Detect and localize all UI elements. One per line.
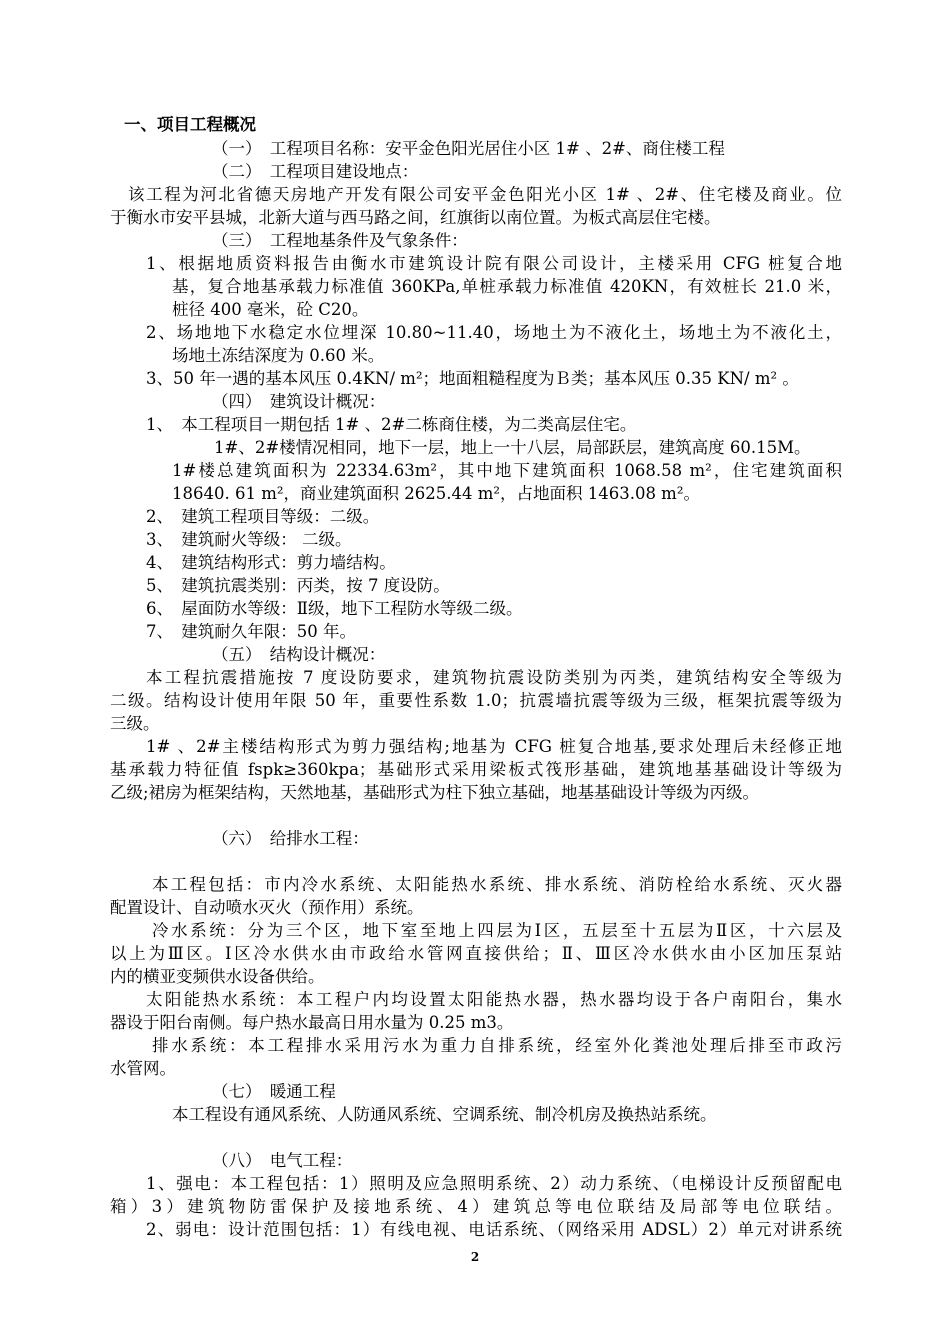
text-line: 3、50 年一遇的基本风压 0.4KN/ m²；地面粗糙程度为Ｂ类；基本风压 0.35 KN/ m² 。 (146, 369, 799, 388)
text-line: 18640. 61 m²，商业建筑面积 2625.44 m²，占地面积 1463.08 m²。 (172, 484, 700, 503)
text-line: 于衡水市安平县城，北新大道与西马路之间，红旗街以南位置。为板式高层住宅楼。 (110, 208, 721, 227)
text-line: 5、 建筑抗震类别：丙类，按 7 度设防。 (146, 576, 450, 595)
text-line: 1、强电：本工程包括：1）照明及应急照明系统、2）动力系统、（电梯设计反预留配电 (146, 1174, 842, 1193)
text-line: 1#、2#楼情况相同，地下一层，地上一十八层，局部跃层，建筑高度 60.15M。 (214, 438, 811, 457)
text-line: 2、场地地下水稳定水位埋深 10.80~11.40，场地土为不液化土，场地土为不液化土， (146, 323, 842, 342)
text-line: 太阳能热水系统：本工程户内均设置太阳能热水器，热水器均设于各户南阳台，集水 (146, 990, 842, 1009)
text-line: 7、 建筑耐久年限：50 年。 (146, 622, 356, 641)
text-line: 4、 建筑结构形式：剪力墙结构。 (146, 553, 396, 572)
text-line: 2、弱电：设计范围包括：1）有线电视、电话系统、（网络采用 ADSL）2）单元对讲系统 (146, 1220, 842, 1239)
text-line: 桩径 400 毫米，砼 C20。 (172, 300, 369, 319)
text-line: 二级。结构设计使用年限 50 年，重要性系数 1.0；抗震墙抗震等级为三级，框架抗震等级为 (110, 691, 842, 710)
text-line: 本工程包括：市内冷水系统、太阳能热水系统、排水系统、消防栓给水系统、灭火器 (152, 875, 842, 894)
text-line: （八） 电气工程： (212, 1151, 353, 1170)
text-line: 6、 屋面防水等级：Ⅱ级，地下工程防水等级二级。 (146, 599, 523, 618)
text-line: 水管网。 (110, 1059, 176, 1078)
text-line: 器设于阳台南侧。每户热水最高日用水量为 0.25 m3。 (110, 1013, 514, 1032)
text-line: 基承载力特征值 fspk≥360kpa；基础形式采用梁板式筏形基础，建筑地基基础设计等级为 (110, 760, 842, 779)
text-line: 本工程设有通风系统、人防通风系统、空调系统、制冷机房及换热站系统。 (172, 1105, 717, 1124)
text-line: 三级。 (110, 714, 160, 733)
text-line: （六） 给排水工程： (212, 829, 369, 848)
text-line: 1#楼总建筑面积为 22334.63m²，其中地下建筑面积 1068.58 m²，住宅建筑面积 (172, 461, 842, 480)
text-line: 2、 建筑工程项目等级：二级。 (146, 507, 380, 526)
section-heading: 一、项目工程概况 (124, 115, 256, 134)
text-line: 冷水系统：分为三个区，地下室至地上四层为Ⅰ区，五层至十五层为Ⅱ区，十六层及 (152, 921, 842, 940)
text-line: 1、 本工程项目一期包括 1# 、2#二栋商住楼，为二类高层住宅。 (146, 415, 637, 434)
text-line: （一） 工程项目名称：安平金色阳光居住小区 1# 、2#、商住楼工程 (212, 139, 725, 158)
text-line: 乙级;裙房为框架结构，天然地基，基础形式为柱下独立基础，地基基础设计等级为丙级。 (110, 783, 760, 802)
text-line: 箱）3）建筑物防雷保护及接地系统、4）建筑总等电位联结及局部等电位联结。 (110, 1197, 842, 1216)
text-line: （三） 工程地基条件及气象条件： (212, 231, 468, 250)
text-line: 配置设计、自动喷水灭火（预作用）系统。 (110, 898, 424, 917)
text-line: 基，复合地基承载力标准值 360KPa,单桩承载力标准值 420KN，有效桩长 21.0 米， (172, 277, 842, 296)
text-line: 以上为Ⅲ区。Ⅰ区冷水供水由市政给水管网直接供给；Ⅱ、Ⅲ区冷水供水由小区加压泵站 (110, 944, 842, 963)
text-line: （五） 结构设计概况： (212, 645, 386, 664)
page-number: 2 (470, 1250, 480, 1264)
text-line: （七） 暖通工程 (212, 1082, 336, 1101)
text-line: 3、 建筑耐火等级： 二级。 (146, 530, 352, 549)
text-line: 排水系统：本工程排水采用污水为重力自排系统，经室外化粪池处理后排至市政污 (152, 1036, 842, 1055)
text-line: 1、根据地质资料报告由衡水市建筑设计院有限公司设计，主楼采用 CFG 桩复合地 (146, 254, 842, 273)
text-line: 场地土冻结深度为 0.60 米。 (172, 346, 385, 365)
text-line: 本工程抗震措施按 7 度设防要求，建筑物抗震设防类别为丙类，建筑结构安全等级为 (146, 668, 842, 687)
text-line: （四） 建筑设计概况： (212, 392, 386, 411)
text-line: 内的横亚变频供水设备供给。 (110, 967, 325, 986)
text-line: （二） 工程项目建设地点： (212, 162, 419, 181)
text-line: 该工程为河北省德天房地产开发有限公司安平金色阳光小区 1# 、2#、住宅楼及商业。位 (128, 185, 842, 204)
text-line: 1# 、2#主楼结构形式为剪力强结构;地基为 CFG 桩复合地基,要求处理后未经修正地 (146, 737, 842, 756)
